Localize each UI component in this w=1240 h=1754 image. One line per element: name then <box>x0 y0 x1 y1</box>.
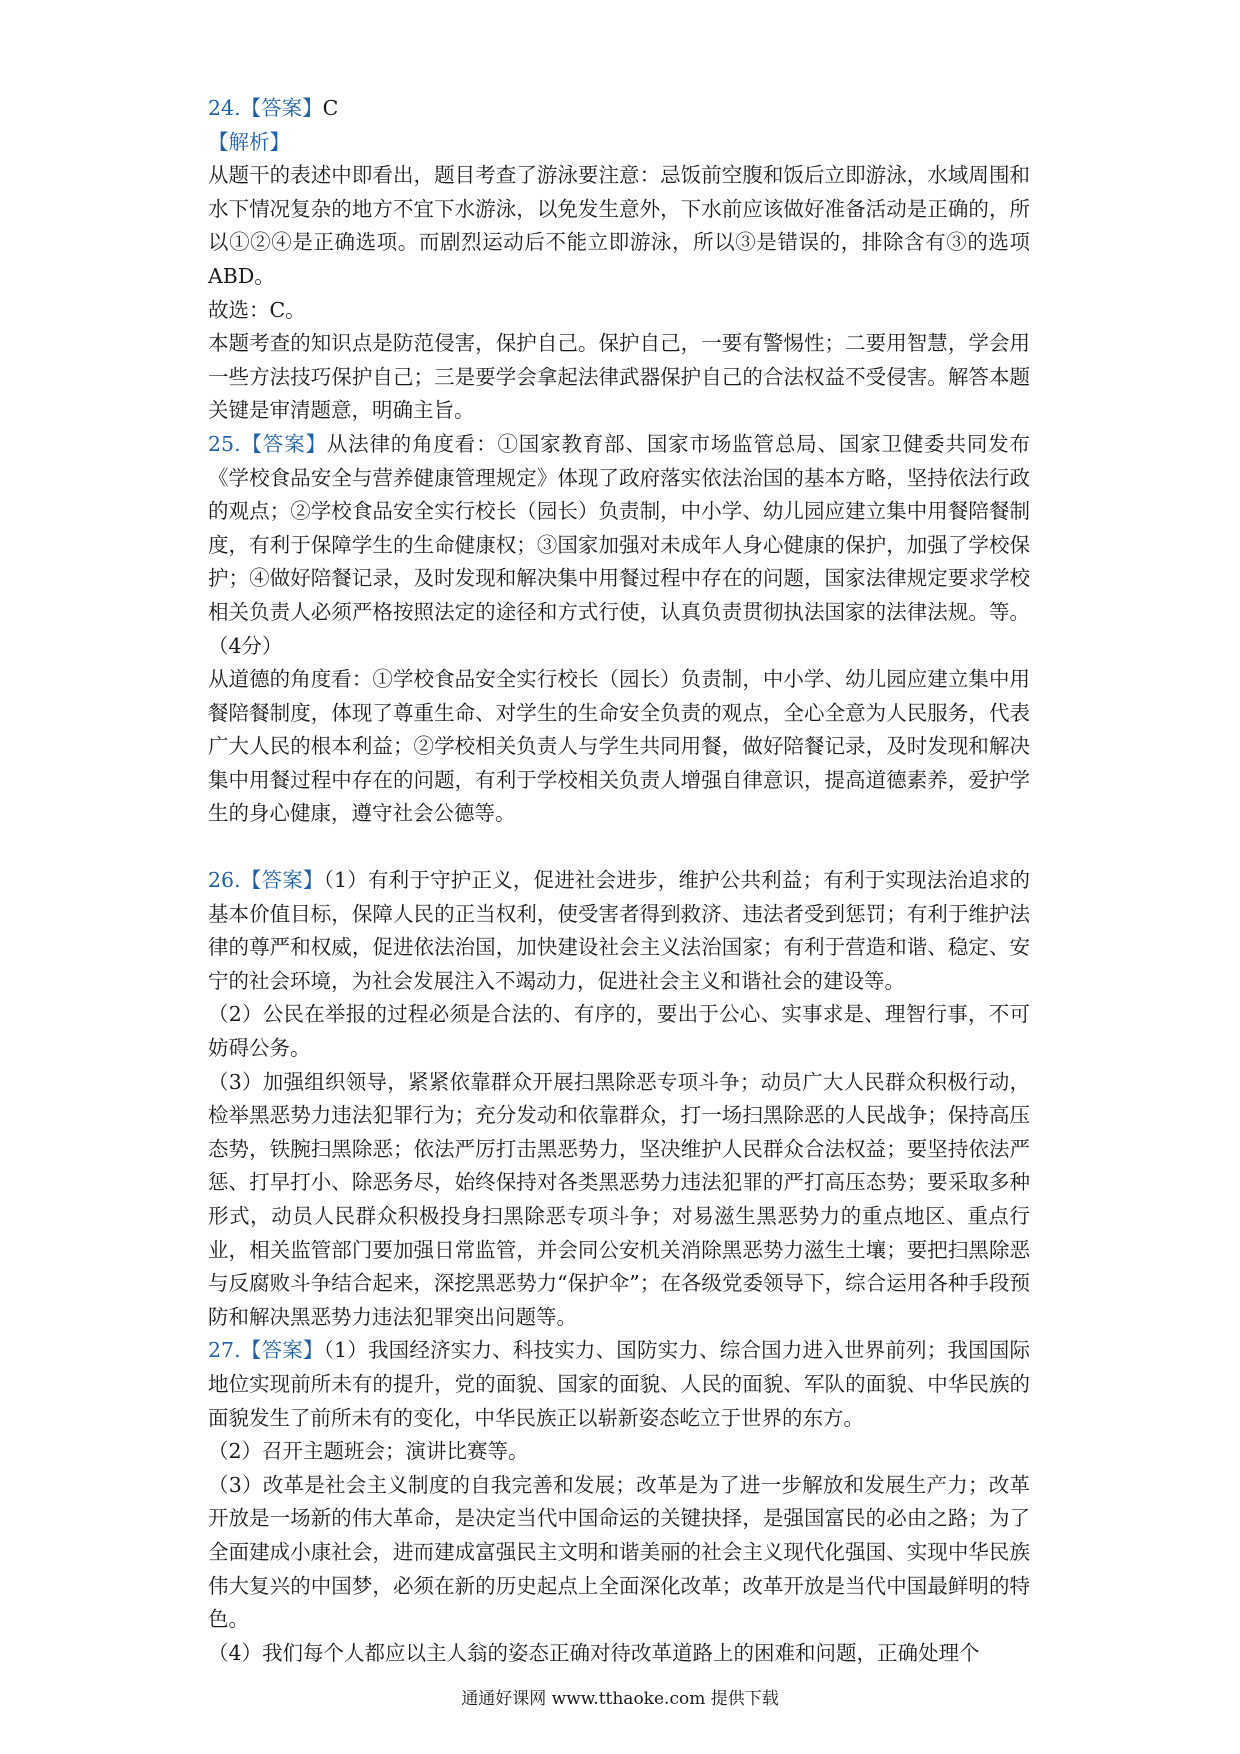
q26-number: 26. <box>208 868 241 893</box>
page-footer: 通通好课网 www.tthaoke.com 提供下载 <box>461 1689 779 1709</box>
q24-answer: C <box>322 96 339 120</box>
q25-answer-tag: 【答案】 <box>240 431 327 456</box>
q25-law-text: 从法律的角度看：①国家教育部、国家市场监管总局、国家卫健委共同发布《学校食品安全与营养健康管理规定》体现了政府落实依法治国的基本方略，坚持依法行政的观点；②学校食品安全实行校长（园长）负责制，中小学、幼儿园应建立集中用餐陪餐制度，有利于保障学生的生命健康权；③国家加强对未成年人身心健康的保护，加强了学校保护；④做好陪餐记录，及时发现和解决集中用餐过程中存在的问题，国家法律规定要求学校相关负责人必须严格按照法定的途径和方式行使，认真负责贯彻执法国家的法律法规。等。（4分） <box>208 431 1031 658</box>
q24-analysis-paragraph: 从题干的表述中即看出，题目考查了游泳要注意：忌饭前空腹和饭后立即游泳，水域周围和水下情况复杂的地方不宜下水游泳，以免发生意外，下水前应该做好准备活动是正确的，所以①②④是正确选项。而剧烈运动后不能立即游泳，所以③是错误的，排除含有③的选项ABD。 <box>208 163 1030 288</box>
q27-answer-tag: 【答案】 <box>240 1338 324 1363</box>
q26-part2: （2）公民在举报的过程必须是合法的、有序的，要出于公心、实事求是、理智行事，不可妨碍公务。 <box>208 1002 1030 1061</box>
q25-morality-paragraph: 从道德的角度看：①学校食品安全实行校长（园长）负责制，中小学、幼儿园应建立集中用餐陪餐制度，体现了尊重生命、对学生的生命安全负责的观点，全心全意为人民服务，代表广大人民的根本利益；②学校相关负责人与学生共同用餐，做好陪餐记录，及时发现和解决集中用餐过程中存在的问题，有利于学校相关负责人增强自律意识，提高道德素养，爱护学生的身心健康，遵守社会公德等。 <box>208 667 1030 826</box>
q26-part1: （1）有利于守护正义，促进社会进步，维护公共利益；有利于实现法治追求的基本价值目标，保障人民的正当权利，使受害者得到救济、违法者受到惩罚；有利于维护法律的尊严和权威，促进依法治国，加快建设社会主义法治国家；有利于营造和谐、稳定、安宁的社会环境，为社会发展注入不竭动力，促进社会主义和谐社会的建设等。 <box>208 868 1031 993</box>
q26-part3: （3）加强组织领导，紧紧依靠群众开展扫黑除恶专项斗争；动员广大人民群众积极行动，检举黑恶势力违法犯罪行为；充分发动和依靠群众，打一场扫黑除恶的人民战争；保持高压态势，铁腕扫黑除恶；依法严厉打击黑恶势力，坚决维护人民群众合法权益；要坚持依法严惩、打早打小、除恶务尽，始终保持对各类黑恶势力违法犯罪的严打高压态势；要采取多种形式，动员人民群众积极投身扫黑除恶专项斗争；对易滋生黑恶势力的重点地区、重点行业，相关监管部门要加强日常监管，并会同公安机关消除黑恶势力滋生土壤；要把扫黑除恶与反腐败斗争结合起来，深挖黑恶势力“保护伞”；在各级党委领导下，综合运用各种手段预防和解决黑恶势力违法犯罪突出问题等。 <box>208 1069 1030 1329</box>
q24-answer-tag: 【答案】 <box>240 96 323 120</box>
q24-number: 24. <box>208 96 241 120</box>
q27-part2: （2）召开主题班会；演讲比赛等。 <box>208 1439 529 1464</box>
q27-part1: （1）我国经济实力、科技实力、国防实力、综合国力进入世界前列；我国国际地位实现前所未有的提升，党的面貌、国家的面貌、人民的面貌、军队的面貌、中华民族的面貌发生了前所未有的变化，中华民族正以崭新姿态屹立于世界的东方。 <box>208 1338 1031 1430</box>
q24-answer-line <box>208 92 1030 126</box>
q27-number: 27. <box>208 1338 241 1363</box>
q27-part4: （4）我们每个人都应以主人翁的姿态正确对待改革道路上的困难和问题，正确处理个 <box>208 1640 980 1665</box>
q24-choice: 故选：C。 <box>208 297 306 322</box>
q26-answer-tag: 【答案】 <box>240 868 324 893</box>
answer-content <box>208 92 1030 1670</box>
paragraph-gap <box>208 831 1030 864</box>
q25-answer-paragraph <box>208 428 1030 663</box>
q27-answer-paragraph <box>208 1334 1030 1435</box>
q26-answer-paragraph <box>208 864 1030 998</box>
q24-knowledge-paragraph: 本题考查的知识点是防范侵害，保护自己。保护自己，一要有警惕性；二要用智慧，学会用一些方法技巧保护自己；三是要学会拿起法律武器保护自己的合法权益不受侵害。解答本题关键是审清题意，明确主旨。 <box>208 331 1030 423</box>
q27-part3: （3）改革是社会主义制度的自我完善和发展；改革是为了进一步解放和发展生产力；改革开放是一场新的伟大革命，是决定当代中国命运的关键抉择，是强国富民的必由之路；为了全面建成小康社会，进而建成富强民主文明和谐美丽的社会主义现代化强国、实现中华民族伟大复兴的中国梦，必须在新的历史起点上全面深化改革；改革开放是当代中国最鲜明的特色。 <box>208 1472 1030 1632</box>
q25-number: 25. <box>208 431 241 456</box>
q24-analysis-tag: 【解析】 <box>208 129 290 154</box>
